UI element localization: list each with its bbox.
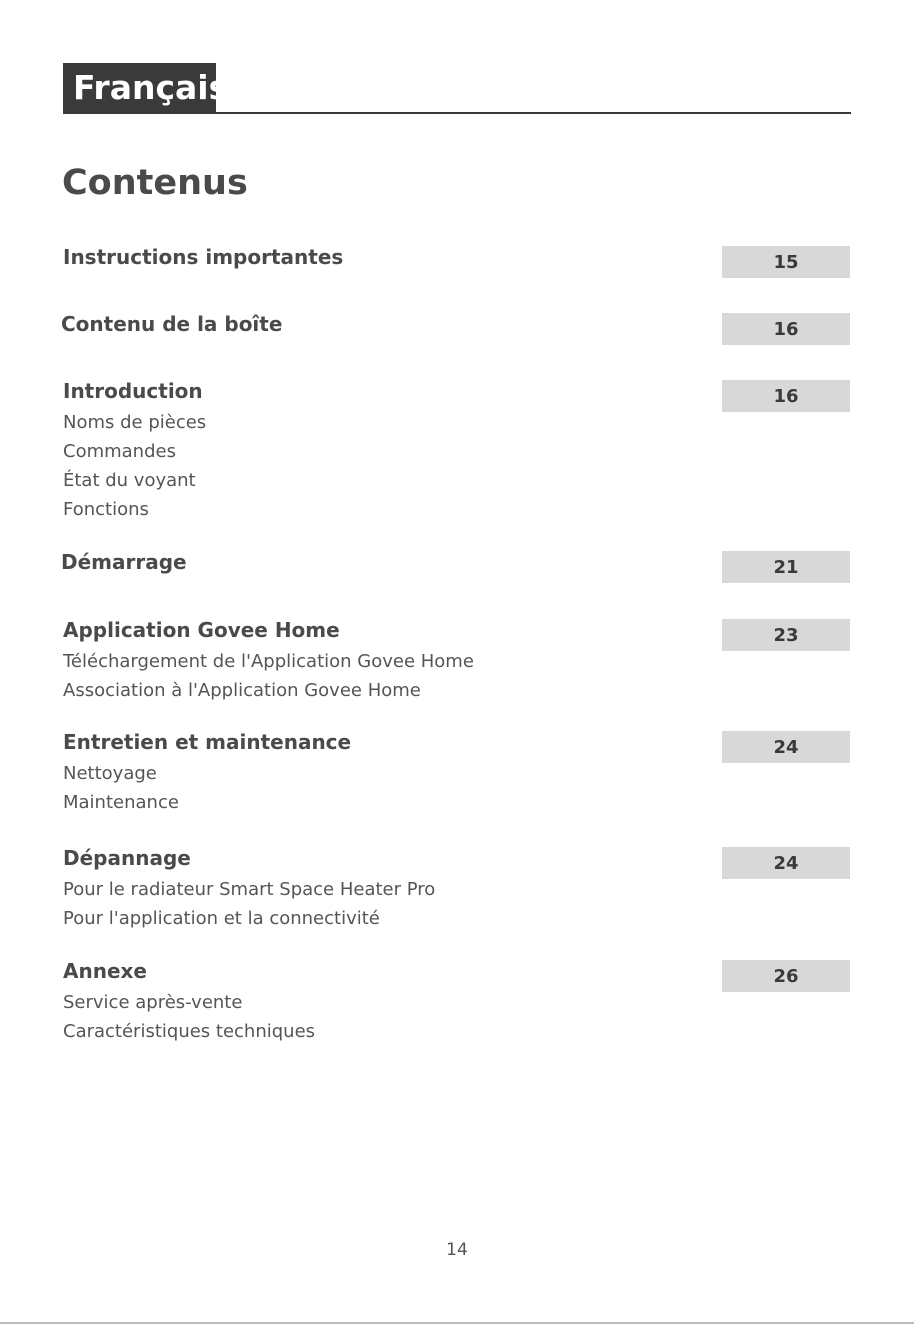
- toc-section-troubleshooting[interactable]: [63, 846, 435, 933]
- toc-page-number[interactable]: 26: [722, 960, 850, 992]
- toc-page-number[interactable]: 24: [722, 847, 850, 879]
- toc-section-appendix[interactable]: [63, 959, 315, 1046]
- header-rule: [63, 112, 851, 114]
- toc-sub-list: [63, 875, 435, 933]
- toc-sub-item[interactable]: État du voyant: [63, 470, 196, 491]
- toc-section-title[interactable]: Introduction: [63, 379, 203, 403]
- toc-page-number[interactable]: 16: [722, 313, 850, 345]
- toc-page-number[interactable]: 23: [722, 619, 850, 651]
- toc-sub-list: [63, 647, 474, 705]
- toc-sub-item[interactable]: Pour le radiateur Smart Space Heater Pro: [63, 879, 436, 900]
- toc-page-number[interactable]: 15: [722, 246, 850, 278]
- toc-section-title[interactable]: Démarrage: [61, 550, 187, 574]
- toc-section-title[interactable]: Application Govee Home: [63, 618, 340, 642]
- toc-section-care-maintenance[interactable]: [63, 730, 351, 817]
- page-footer-number: 14: [446, 1240, 468, 1260]
- toc-section-title[interactable]: Instructions importantes: [63, 245, 344, 269]
- toc-sub-item[interactable]: Association à l'Application Govee Home: [63, 680, 421, 701]
- toc-sub-item[interactable]: Fonctions: [63, 499, 149, 520]
- toc-section-title[interactable]: Dépannage: [63, 846, 191, 870]
- toc-page-number[interactable]: 21: [722, 551, 850, 583]
- toc-sub-list: [63, 408, 206, 524]
- toc-sub-item[interactable]: Caractéristiques techniques: [63, 1021, 316, 1042]
- toc-section-getting-started[interactable]: [61, 550, 187, 574]
- toc-page-number[interactable]: 16: [722, 380, 850, 412]
- toc-sub-item[interactable]: Nettoyage: [63, 763, 157, 784]
- toc-sub-item[interactable]: Noms de pièces: [63, 412, 207, 433]
- toc-section-box-contents[interactable]: [61, 312, 282, 336]
- toc-section-important-instructions[interactable]: [63, 245, 343, 269]
- toc-sub-item[interactable]: Service après-vente: [63, 992, 243, 1013]
- toc-section-introduction[interactable]: [63, 379, 206, 524]
- toc-sub-item[interactable]: Téléchargement de l'Application Govee Home: [63, 651, 474, 672]
- toc-section-title[interactable]: Entretien et maintenance: [63, 730, 352, 754]
- toc-sub-item[interactable]: Pour l'application et la connectivité: [63, 908, 380, 929]
- toc-section-title[interactable]: Annexe: [63, 959, 147, 983]
- toc-section-title[interactable]: Contenu de la boîte: [61, 312, 283, 336]
- toc-sub-list: [63, 759, 351, 817]
- toc-sub-item[interactable]: Maintenance: [63, 792, 179, 813]
- toc-section-govee-home-app[interactable]: [63, 618, 474, 705]
- language-tab: Français: [63, 63, 216, 113]
- page-title: Contenus: [62, 163, 248, 203]
- toc-page-number[interactable]: 24: [722, 731, 850, 763]
- toc-sub-list: [63, 988, 315, 1046]
- toc-sub-item[interactable]: Commandes: [63, 441, 176, 462]
